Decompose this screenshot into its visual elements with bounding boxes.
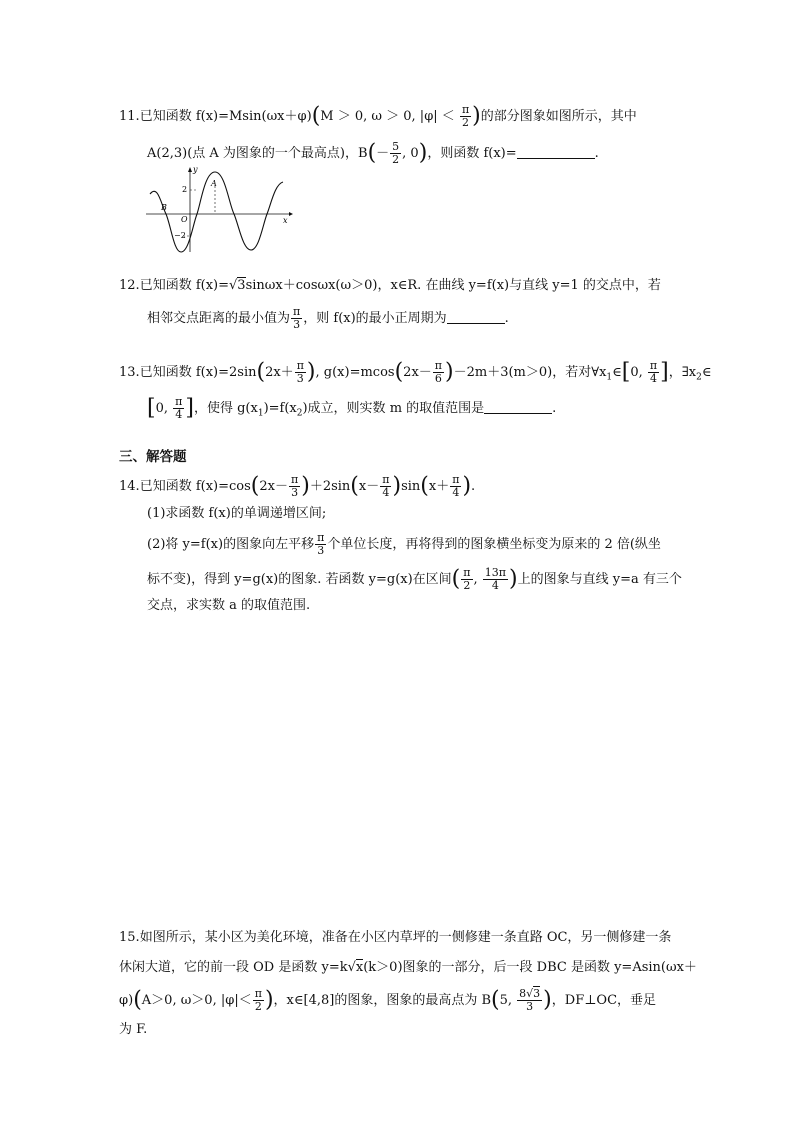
- tick-label-neg2: −2: [174, 231, 186, 240]
- q14-number: 14.: [119, 479, 140, 494]
- section-heading: 三、解答题: [119, 449, 187, 465]
- q11-line1: 11.已知函数 f(x)=Msin(ωx＋φ)(M ＞ 0, ω ＞ 0, |φ| ＜ $\frac{\pi}{2}$ )的部分图象如图所示，其中: [119, 103, 637, 129]
- q12-answer-blank[interactable]: [447, 309, 505, 324]
- q12-line1: 12.已知函数 f(x)=√3sinωx＋cosωx(ω＞0)，x∈R. 在曲线 y=f(x)与直线 y=1 的交点中，若: [119, 278, 661, 293]
- tick-label-2: 2: [182, 185, 188, 194]
- q11-number: 11.: [119, 109, 140, 124]
- label-x: x: [283, 216, 288, 225]
- label-origin: O: [181, 215, 188, 224]
- q11-b-fraction: $\frac{5}{2}$: [392, 140, 400, 166]
- x-axis-arrow: [289, 212, 293, 216]
- q14-sub2-line2: 标不变)，得到 y=g(x)的图象. 若函数 y=g(x)在区间( $\frac{\pi}{2}$ , $\frac{13\pi}{4}$ )上的图象与直线 y=a 有三个: [147, 566, 682, 592]
- q13-line1: 13.已知函数 f(x)=2sin(2x＋ $\frac{\pi}{3}$ ), g(x)=mcos(2x－ $\frac{\pi}{6}$ )－2m＋3(m＞0)，若对$\forall x_1\in[0$, $\frac{\pi}{4}$ ]，$\exists x_2\in$: [119, 359, 712, 385]
- q14-sub2-line3: 交点，求实数 a 的取值范围.: [147, 598, 311, 613]
- q14-sub2-line1: (2)将 y=f(x)的图象向左平移 $\frac{\pi}{3}$ 个单位长度，再将得到的图象横坐标变为原来的 2 倍(纵坐: [147, 531, 661, 557]
- q11-conditions: M ＞ 0, ω ＞ 0, |φ| ＜: [320, 109, 459, 124]
- q11-text-1: 已知函数 f(x)=Msin(ωx＋φ): [139, 109, 312, 124]
- q11-graph: [143, 164, 295, 256]
- q13-line2: [0, $\frac{\pi}{4}$ ]，使得 $g(x_1)=f(x_2)$成立，则实数 m 的取值范围是 .: [147, 395, 557, 421]
- q11-text-3: ，则函数 f(x)=: [427, 146, 517, 161]
- q12-number: 12.: [119, 278, 140, 293]
- q15-line1: 15.如图所示，某小区为美化环境，准备在小区内草坪的一侧修建一条直路 OC，另一侧修建一条: [119, 930, 672, 945]
- q13-answer-blank[interactable]: [484, 399, 552, 414]
- label-a: A: [211, 179, 217, 188]
- q11-line2: A(2,3)(点 A 为图象的一个最高点)，B(－ $\frac{5}{2}$ , 0)，则函数 f(x)= .: [147, 140, 599, 166]
- label-y: y: [193, 165, 198, 174]
- y-axis-arrow: [188, 167, 192, 172]
- q12-fraction: $\frac{\pi}{3}$: [293, 305, 301, 331]
- label-b: B: [161, 203, 167, 212]
- q11-fraction: $\frac{\pi}{2}$: [461, 103, 470, 129]
- q14-sub1: (1)求函数 f(x)的单调递增区间;: [147, 506, 327, 521]
- q15-line2: 休闲大道，它的前一段 OD 是函数 y=k√x(k＞0)图象的一部分，后一段 DBC 是函数 y=Asin(ωx＋: [119, 960, 697, 975]
- q15-line3: φ)(A＞0, ω＞0, |φ|＜ $\frac{\pi}{2}$ )，x∈[4,8]的图象，图象的最高点为 B(5, $\frac{8√3}{3}$ )，DF⊥OC，垂足: [119, 987, 657, 1013]
- q12-line2: 相邻交点距离的最小值为 $\frac{\pi}{3}$ ，则 f(x)的最小正周期为 .: [147, 305, 509, 331]
- q11-text-2: 的部分图象如图所示，其中: [480, 109, 637, 124]
- q15-number: 15.: [119, 930, 140, 945]
- q13-number: 13.: [119, 365, 140, 380]
- q11-point-a: A(2,3)(点 A 为图象的一个最高点)，B: [147, 146, 368, 161]
- q12-sqrt: 3: [237, 278, 246, 293]
- q14-line1: 14.已知函数 f(x)=cos(2x－ $\frac{\pi}{3}$ )＋2sin(x－ $\frac{\pi}{4}$ )sin(x＋ $\frac{\pi}{4}$ ).: [119, 473, 476, 499]
- q15-line4: 为 F.: [119, 1022, 148, 1037]
- q11-answer-blank[interactable]: [517, 144, 595, 159]
